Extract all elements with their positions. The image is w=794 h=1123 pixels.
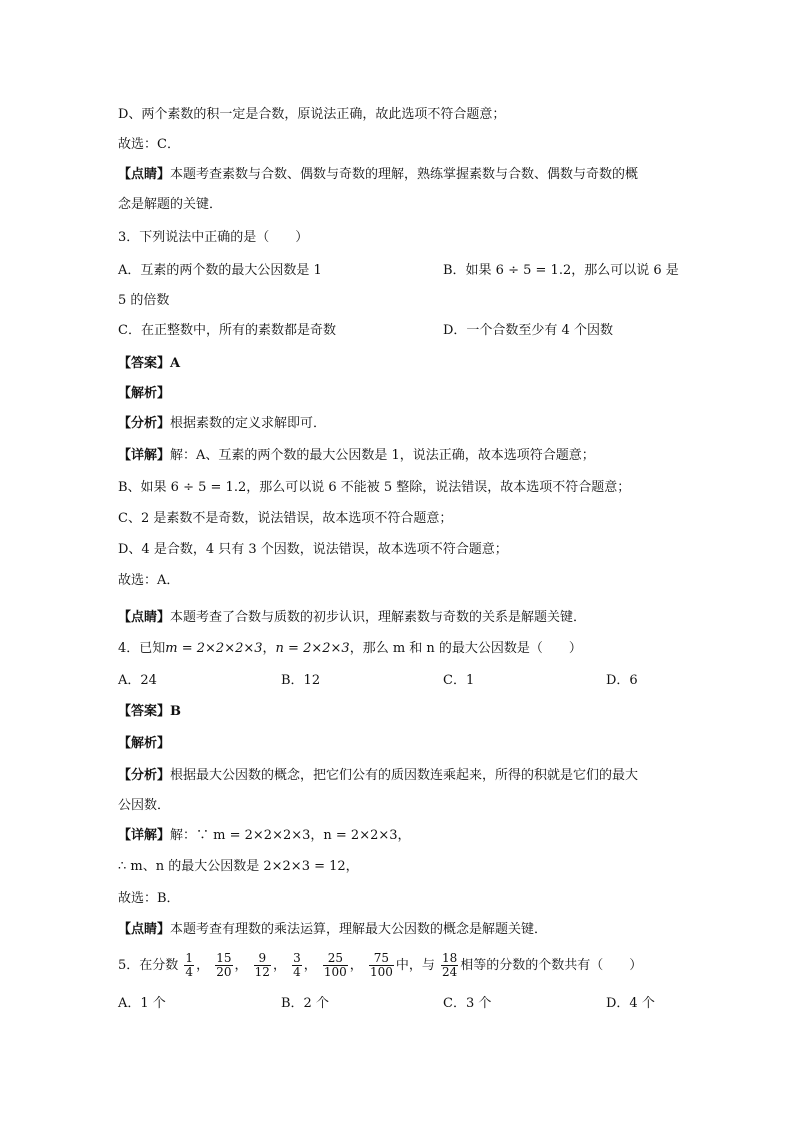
detail-line xyxy=(118,827,411,845)
q4-option-a: A．24 xyxy=(118,673,157,688)
fraction-denominator: 4 xyxy=(185,965,194,979)
q4-option-c: C．1 xyxy=(443,673,475,688)
detail-text: 解：∵ m = 2×2×2×3，n = 2×2×3， xyxy=(170,828,411,843)
remark-tag: 【点睛】 xyxy=(118,922,171,937)
q5-mid: 中，与 xyxy=(395,958,435,973)
analysis-line xyxy=(118,415,326,433)
text-line: 故选：C． xyxy=(118,137,180,152)
detail-line xyxy=(118,447,595,465)
fraction-numerator: 18 xyxy=(442,951,458,965)
q4-option-b: B．12 xyxy=(281,673,321,688)
q3-option-b-cont: 5 的倍数 xyxy=(118,293,170,308)
fraction-numerator: 75 xyxy=(373,951,390,965)
fraction-numerator: 25 xyxy=(327,951,343,965)
fraction-denominator: 100 xyxy=(369,965,393,979)
fraction xyxy=(369,952,394,979)
remark-text: 本题考查有理数的乘法运算，理解最大公因数的概念是解题关键． xyxy=(170,922,548,937)
fraction xyxy=(292,952,302,979)
analysis-label: 【解析】 xyxy=(118,736,171,751)
fraction-denominator: 12 xyxy=(254,965,270,979)
remark-line xyxy=(118,921,547,939)
fraction-denominator: 20 xyxy=(216,965,232,979)
detail-tag: 【详解】 xyxy=(118,448,171,463)
q5-prefix: 5．在分数 xyxy=(118,958,179,973)
question-3: 3．下列说法中正确的是（ ） xyxy=(118,230,309,245)
q3-option-a: A．互素的两个数的最大公因数是 1 xyxy=(118,263,322,278)
remark-text: 本题考查素数与合数、偶数与奇数的理解，熟练掌握素数与合数、偶数与奇数的概 xyxy=(170,167,639,182)
q4-comma: ， xyxy=(262,641,276,656)
detail-tag: 【详解】 xyxy=(118,828,171,843)
question-5 xyxy=(118,952,642,980)
q5-option-d: D．4 个 xyxy=(606,996,655,1011)
q4-suffix: ，那么 m 和 n 的最大公因数是（ ） xyxy=(349,641,582,656)
fraction xyxy=(215,952,232,979)
q4-prefix: 4．已知 xyxy=(118,641,166,656)
choice-line: 故选：B． xyxy=(118,891,180,906)
analysis-tag: 【分析】 xyxy=(118,416,171,431)
detail-line: C、2 是素数不是奇数，说法错误，故本选项不符合题意； xyxy=(118,511,453,526)
remark-text: 本题考查了合数与质数的初步认识，理解素数与奇数的关系是解题关键． xyxy=(170,610,587,625)
q5-suffix: 相等的分数的个数共有（ ） xyxy=(460,958,643,973)
analysis-line xyxy=(118,767,638,785)
fraction-denominator: 100 xyxy=(323,965,347,979)
remark-line xyxy=(118,609,586,627)
q4-m-expression: m = 2×2×2×3 xyxy=(165,641,263,656)
fraction-numerator: 15 xyxy=(216,951,232,965)
fraction-denominator: 24 xyxy=(442,965,458,979)
choice-line: 故选：A． xyxy=(118,573,180,588)
analysis-text: 根据素数的定义求解即可． xyxy=(170,416,327,431)
answer-label: 【答案】A xyxy=(118,356,181,371)
fraction-denominator: 4 xyxy=(293,965,301,979)
q4-n-expression: n = 2×2×3 xyxy=(275,641,350,656)
analysis-label: 【解析】 xyxy=(118,386,171,401)
detail-line: ∴ m、n 的最大公因数是 2×2×3 = 12， xyxy=(118,859,359,874)
separator: ， xyxy=(196,958,210,973)
remark-tag: 【点睛】 xyxy=(118,167,171,182)
remark-line xyxy=(118,166,638,184)
q3-option-d: D．一个合数至少有 4 个因数 xyxy=(443,323,613,338)
answer-label: 【答案】B xyxy=(118,704,181,719)
q3-option-c: C．在正整数中，所有的素数都是奇数 xyxy=(118,323,336,338)
question-4 xyxy=(118,640,582,658)
detail-line: D、4 是合数，4 只有 3 个因数，说法错误，故本选项不符合题意； xyxy=(118,542,508,557)
text-line: D、两个素数的积一定是合数，原说法正确，故此选项不符合题意； xyxy=(118,107,506,122)
fraction xyxy=(254,952,271,979)
q5-option-a: A．1 个 xyxy=(118,996,166,1011)
q3-option-b: B．如果 6 ÷ 5 = 1.2，那么可以说 6 是 xyxy=(443,263,679,278)
text-line: 念是解题的关键． xyxy=(118,197,223,212)
remark-tag: 【点睛】 xyxy=(118,610,171,625)
q4-option-d: D．6 xyxy=(606,673,638,688)
separator: ， xyxy=(234,958,248,973)
separator: ， xyxy=(303,958,317,973)
detail-text: 解：A、互素的两个数的最大公因数是 1，说法正确，故本选项符合题意； xyxy=(170,448,595,463)
separator: ， xyxy=(349,958,363,973)
q5-option-c: C．3 个 xyxy=(443,996,492,1011)
fraction xyxy=(323,952,348,979)
analysis-tag: 【分析】 xyxy=(118,768,171,783)
separator: ， xyxy=(272,958,286,973)
analysis-text: 根据最大公因数的概念，把它们公有的质因数连乘起来，所得的积就是它们的最大 xyxy=(170,768,639,783)
analysis-line: 公因数． xyxy=(118,798,171,813)
fraction-numerator: 3 xyxy=(293,951,301,965)
fraction-numerator: 9 xyxy=(258,951,267,965)
target-fraction xyxy=(441,952,458,979)
detail-line: B、如果 6 ÷ 5 = 1.2，那么可以说 6 不能被 5 整除，说法错误，故本选项不符合题意； xyxy=(118,480,631,495)
fraction-numerator: 1 xyxy=(185,951,194,965)
fraction xyxy=(184,952,194,979)
q5-option-b: B．2 个 xyxy=(281,996,329,1011)
